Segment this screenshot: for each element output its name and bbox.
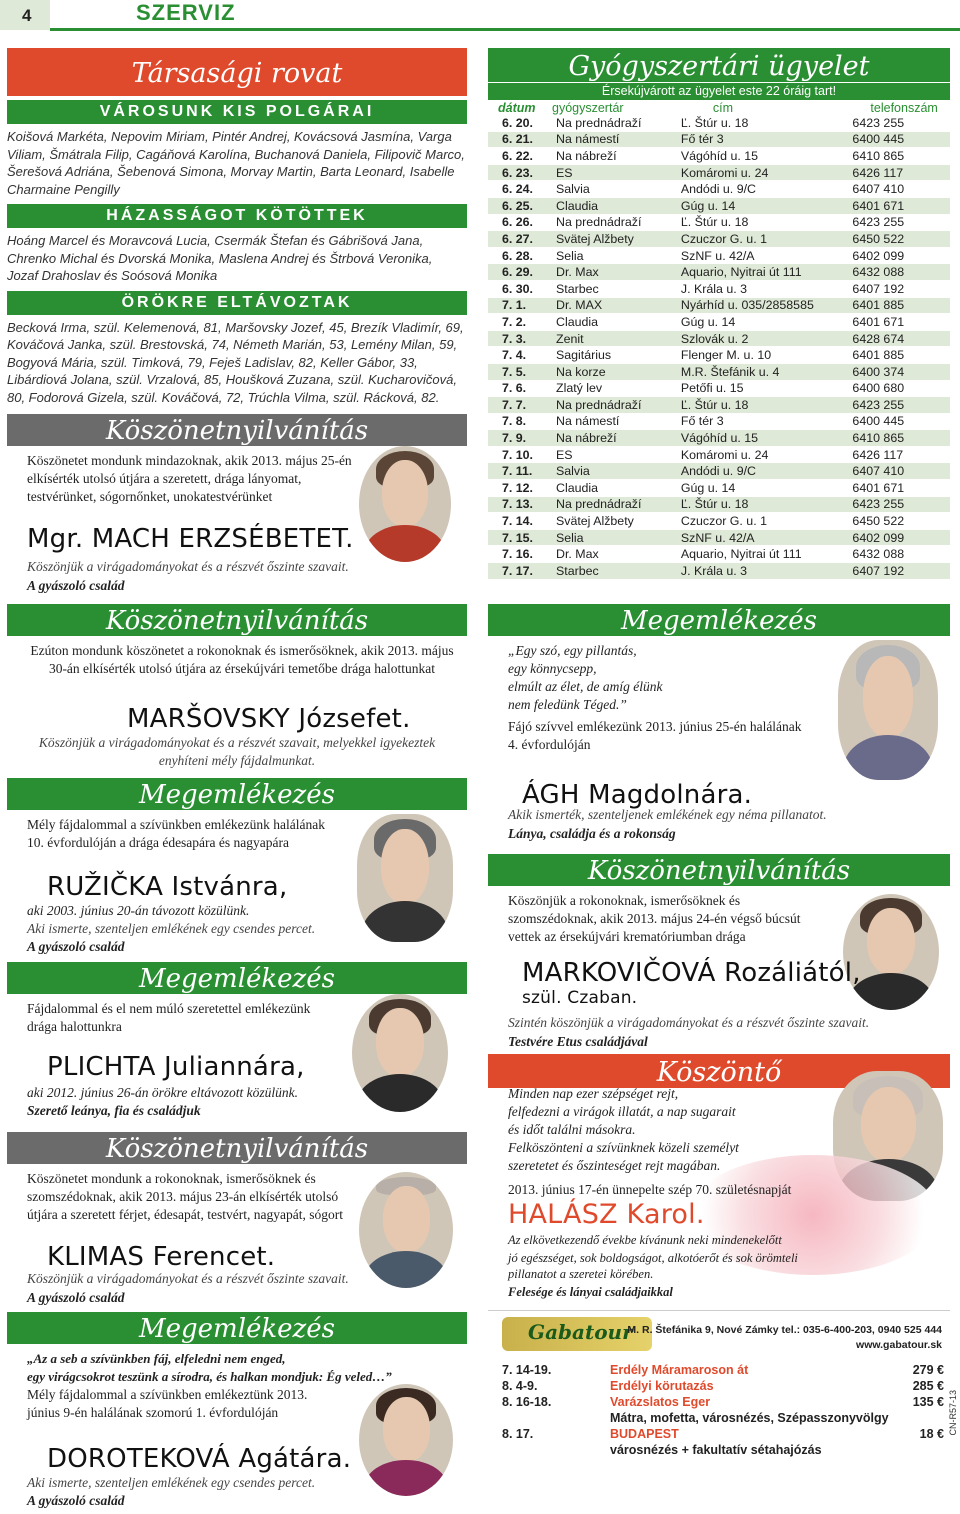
row-phone: 6400 374 xyxy=(832,363,950,380)
row-address: Szlovák u. 2 xyxy=(653,330,833,347)
trip-price: 135 € xyxy=(912,1395,944,1409)
notice-6-text: Mély fájdalommal a szívünkben emlékeztünk 2013. június 9-én halálának szomorú 1. évfordulóján xyxy=(27,1387,308,1420)
pharmacy-row xyxy=(488,297,950,314)
right-notice-1-q3: elmúlt az élet, de amíg élünk xyxy=(508,678,663,694)
pharmacy-row xyxy=(488,513,950,530)
row-date: 7. 10. xyxy=(488,446,542,463)
notice-1-title: Köszönetnyilvánítás xyxy=(7,414,467,446)
row-pharmacy: Na prednádraží xyxy=(542,397,653,414)
row-address: SzNF u. 42/A xyxy=(653,529,833,546)
greeting-text: 2013. június 17-én ünnepelte szép 70. születésnapját xyxy=(508,1182,792,1197)
row-phone: 6450 522 xyxy=(832,231,950,248)
row-address: Czuczor G. u. 1 xyxy=(653,513,833,530)
row-phone: 6423 255 xyxy=(832,214,950,231)
row-address: Andódi u. 9/C xyxy=(653,181,833,198)
pharmacy-row xyxy=(488,397,950,414)
gabatour-web[interactable]: www.gabatour.sk xyxy=(856,1339,942,1351)
social-column xyxy=(7,40,467,1514)
row-pharmacy: Dr. Max xyxy=(542,546,653,563)
header-rule xyxy=(50,28,960,31)
row-phone: 6401 885 xyxy=(832,347,950,364)
notice-5-sign: A gyászoló család xyxy=(27,1290,125,1305)
row-address: Petőfi u. 15 xyxy=(653,380,833,397)
trip-destination: BUDAPEST xyxy=(610,1427,679,1441)
row-phone: 6400 445 xyxy=(832,131,950,148)
trip-date: 8. 4-9. xyxy=(502,1379,538,1393)
notice-3-died: aki 2003. június 20-án távozott közülünk. xyxy=(27,903,250,918)
gabatour-address xyxy=(627,1323,942,1353)
notice-3-remember: Aki ismerte, szenteljen emlékének egy csendes percet. xyxy=(27,921,316,936)
row-date: 6. 30. xyxy=(488,280,542,297)
row-address: Gúg u. 14 xyxy=(653,314,833,331)
row-pharmacy: Na nábreží xyxy=(542,148,653,165)
row-phone: 6432 088 xyxy=(832,264,950,281)
row-pharmacy: Na nábreží xyxy=(542,430,653,447)
side-code: CN-R57-13 xyxy=(948,1390,958,1436)
pharmacy-row xyxy=(488,181,950,198)
row-phone: 6401 671 xyxy=(832,480,950,497)
pharmacy-row xyxy=(488,413,950,430)
trip-destination: Erdélyi körutazás xyxy=(610,1379,714,1393)
pharmacy-row xyxy=(488,446,950,463)
right-notice-2-text: Köszönjük a rokonoknak, ismerősöknek és szomszédoknak, akik 2013. május 24-én végső búcsút vettek az érsekújvári krematóriumban drága xyxy=(508,892,801,944)
right-column xyxy=(488,40,950,1088)
right-notice-1-remember: Akik ismerték, szenteljenek emlékének egy néma pillanatot. xyxy=(508,806,827,822)
row-pharmacy: Svätej Alžbety xyxy=(542,231,653,248)
trip-price: 18 € xyxy=(919,1427,944,1441)
row-phone: 6401 671 xyxy=(832,314,950,331)
row-pharmacy: Claudia xyxy=(542,314,653,331)
row-pharmacy: Zenit xyxy=(542,330,653,347)
trip-date: 7. 14-19. xyxy=(502,1363,552,1377)
notice-1-text: Köszönetet mondunk mindazoknak, akik 2013. május 25-én elkísérték utolsó útjára a szeretett, drága lányomat, testvérünket, sógornőnket, unokatestvérünket xyxy=(27,453,352,504)
row-address: Ľ. Štúr u. 18 xyxy=(653,115,833,131)
row-pharmacy: Salvia xyxy=(542,463,653,480)
row-date: 7. 9. xyxy=(488,430,542,447)
gabatour-address-line: M. R. Štefánika 9, Nové Zámky tel.: 035-6-400-203, 0940 525 444 xyxy=(627,1324,942,1336)
pharmacy-row xyxy=(488,546,950,563)
row-pharmacy: Zlatý lev xyxy=(542,380,653,397)
pharmacy-row xyxy=(488,115,950,131)
notice-6-remember: Aki ismerte, szenteljen emlékének egy csendes percet. xyxy=(27,1475,316,1490)
pharmacy-row xyxy=(488,264,950,281)
row-phone: 6402 099 xyxy=(832,247,950,264)
trip-date: 8. 16-18. xyxy=(502,1395,552,1409)
notice-5-thanks: Köszönjük a virágadományokat és a részvét őszinte szavait. xyxy=(27,1271,349,1286)
row-date: 6. 20. xyxy=(488,115,542,131)
pharmacy-row xyxy=(488,347,950,364)
notice-6-photo xyxy=(359,1384,453,1496)
page-header xyxy=(0,0,960,30)
page-number: 4 xyxy=(0,0,50,30)
right-notice-2-name2: szül. Czaban. xyxy=(522,987,638,1008)
row-pharmacy: Salvia xyxy=(542,181,653,198)
notice-6-quote-1: „Az a seb a szívünkben fáj, elfeledni nem enged, xyxy=(27,1351,286,1366)
row-pharmacy: Svätej Alžbety xyxy=(542,513,653,530)
right-notice-1-q2: egy könnycsepp, xyxy=(508,660,597,676)
row-address: SzNF u. 42/A xyxy=(653,247,833,264)
notice-2-name: MARŠOVSKY Józsefet. xyxy=(127,704,411,734)
greeting-l3: és időt találni másokra. xyxy=(508,1122,636,1137)
row-address: Aquario, Nyitrai út 111 xyxy=(653,546,833,563)
trip-date: 8. 17. xyxy=(502,1427,534,1441)
died-heading: ÖRÖKRE ELTÁVOZTAK xyxy=(7,291,467,315)
notice-3-sign: A gyászoló család xyxy=(27,939,125,954)
row-date: 6. 24. xyxy=(488,181,542,198)
notice-2-text: Ezúton mondunk köszönetet a rokonoknak és ismerősöknek, akik 2013. május 30-án elkísérték utolsó útjára az érsekújvári temetőbe drága halottunkat xyxy=(30,643,454,676)
trip-destination: városnézés + fakultatív sétahajózás xyxy=(610,1443,822,1457)
col-pharmacy: gyógyszertár xyxy=(552,100,624,115)
pharmacy-row xyxy=(488,380,950,397)
row-phone: 6400 445 xyxy=(832,413,950,430)
row-date: 6. 23. xyxy=(488,164,542,181)
row-pharmacy: Claudia xyxy=(542,197,653,214)
notice-6-sign: A gyászoló család xyxy=(27,1493,125,1508)
died-text: Becková Irma, szül. Kelemenová, 81, Maršovsky Jozef, 45, Brezík Vladimír, 69, Kováčová Janka, szül. Brestovská, 74, Németh Marián, 53, Lemény Milan, 59, Bogyová Mária, szül. Timková, 79, Feješ Ladislav, 82, Keller Gábor, 33, Libárdiová Jolana, szül. Vrzalová, 85, Houšková Zuzana, szül. Kucharovičová, 80, Fodorová Gizela, szül. Kováčová, 72, Trúchla Vilma, szül. Rácková, 82. xyxy=(7,319,464,405)
notice-6-name: DOROTEKOVÁ Agátára. xyxy=(47,1444,352,1474)
row-pharmacy: ES xyxy=(542,446,653,463)
greeting-wish-3: pillanatot a szeretei körében. xyxy=(508,1267,654,1281)
pharmacy-row xyxy=(488,496,950,513)
row-pharmacy: Dr. MAX xyxy=(542,297,653,314)
pharmacy-subtitle: Érsekújvárott az ügyelet este 22 óráig tart! xyxy=(488,83,950,100)
row-pharmacy: Selia xyxy=(542,247,653,264)
row-date: 7. 1. xyxy=(488,297,542,314)
notice-1-thanks: Köszönjük a virágadományokat és a részvét őszinte szavait. xyxy=(27,559,349,574)
pharmacy-row xyxy=(488,280,950,297)
notice-4-title: Megemlékezés xyxy=(7,962,467,994)
row-address: M.R. Štefánik u. 4 xyxy=(653,363,833,380)
row-phone: 6428 674 xyxy=(832,330,950,347)
notice-5-name: KLIMAS Ferencet. xyxy=(47,1242,276,1272)
row-address: Vágóhíd u. 15 xyxy=(653,430,833,447)
trip-destination: Erdély Máramaroson át xyxy=(610,1363,749,1377)
row-pharmacy: Sagitárius xyxy=(542,347,653,364)
right-notice-1-q4: nem feledünk Téged.” xyxy=(508,696,627,712)
notice-1-sign: A gyászoló család xyxy=(27,578,125,593)
pharmacy-row xyxy=(488,131,950,148)
row-phone: 6426 117 xyxy=(832,446,950,463)
notice-5-title: Köszönetnyilvánítás xyxy=(7,1132,467,1164)
row-phone: 6407 410 xyxy=(832,463,950,480)
right-notice-1 xyxy=(488,636,950,846)
pharmacy-table xyxy=(488,100,950,580)
row-pharmacy: Na prednádraží xyxy=(542,496,653,513)
col-address: cím xyxy=(712,100,734,115)
row-date: 7. 4. xyxy=(488,347,542,364)
trip-destination: Varázslatos Eger xyxy=(610,1395,711,1409)
pharmacy-row xyxy=(488,197,950,214)
notice-3-name: RUŽIČKA Istvánra, xyxy=(47,872,288,902)
pharmacy-row xyxy=(488,363,950,380)
right-notice-1-photo xyxy=(838,640,938,780)
notice-5 xyxy=(7,1164,467,1304)
row-address: Fő tér 3 xyxy=(653,131,833,148)
row-date: 6. 28. xyxy=(488,247,542,264)
row-date: 7. 13. xyxy=(488,496,542,513)
greeting-l4: Felköszönteni a szívünknek közeli személyt xyxy=(508,1140,739,1155)
row-date: 7. 17. xyxy=(488,563,542,580)
pharmacy-row xyxy=(488,314,950,331)
pharmacy-row xyxy=(488,214,950,231)
pharmacy-title: Gyógyszertári ügyelet xyxy=(488,48,950,82)
row-date: 7. 16. xyxy=(488,546,542,563)
row-phone: 6423 255 xyxy=(832,496,950,513)
pharmacy-row xyxy=(488,563,950,580)
born-text: Koišová Markéta, Nepovim Miriam, Pintér Andrej, Kovácsová Jasmína, Varga Viliam, Šmátrala Filip, Cagáňová Karolína, Buchanová Daniela, Filipovič Marco, Šerešová Adriána, Šebenová Simona, Morvay Martin, Barta Leonard, Isabelle Charmaine Pengilly xyxy=(7,129,465,197)
greeting-wish-2: jó egészséget, sok boldogságot, alkotóerőt és sok örömteli xyxy=(508,1251,798,1265)
notice-6 xyxy=(7,1344,467,1514)
notice-6-quote-2: egy virágcsokrot teszünk a sírodra, és halkan mondjuk: Ég veled…” xyxy=(27,1369,392,1384)
notice-1 xyxy=(7,446,467,594)
row-date: 6. 21. xyxy=(488,131,542,148)
right-notice-1-q1: „Egy szó, egy pillantás, xyxy=(508,642,637,658)
married-heading: HÁZASSÁGOT KÖTÖTTEK xyxy=(7,204,467,228)
trip-destination: Mátra, mofetta, városnézés, Szépasszonyvölgy xyxy=(610,1411,889,1425)
row-date: 7. 12. xyxy=(488,480,542,497)
row-pharmacy: Selia xyxy=(542,529,653,546)
pharmacy-row xyxy=(488,529,950,546)
row-phone: 6450 522 xyxy=(832,513,950,530)
greeting-block xyxy=(488,1065,950,1265)
row-address: Czuczor G. u. 1 xyxy=(653,231,833,248)
gabatour-ad xyxy=(488,1310,950,1456)
notice-3-photo xyxy=(357,814,453,942)
notice-4-photo xyxy=(352,994,448,1112)
notice-5-photo xyxy=(359,1172,453,1288)
row-address: Komáromi u. 24 xyxy=(653,164,833,181)
row-pharmacy: Na námestí xyxy=(542,413,653,430)
row-address: Gúg u. 14 xyxy=(653,197,833,214)
row-address: Andódi u. 9/C xyxy=(653,463,833,480)
row-address: J. Krála u. 3 xyxy=(653,280,833,297)
row-pharmacy: ES xyxy=(542,164,653,181)
row-address: J. Krála u. 3 xyxy=(653,563,833,580)
notice-4-text: Fájdalommal és el nem múló szeretettel emlékezünk drága halottunkra xyxy=(27,1001,311,1034)
row-date: 7. 6. xyxy=(488,380,542,397)
row-date: 6. 22. xyxy=(488,148,542,165)
row-phone: 6407 192 xyxy=(832,280,950,297)
right-notice-2-thanks: Szintén köszönjük a virágadományokat és a részvét őszinte szavait. xyxy=(508,1014,870,1030)
right-notice-2-photo xyxy=(843,894,939,1010)
notice-3 xyxy=(7,810,467,954)
greeting-l1: Minden nap ezer szépséget rejt, xyxy=(508,1086,679,1101)
row-phone: 6410 865 xyxy=(832,430,950,447)
pharmacy-row xyxy=(488,148,950,165)
pharmacy-row xyxy=(488,231,950,248)
row-address: Flenger M. u. 10 xyxy=(653,347,833,364)
notice-6-title: Megemlékezés xyxy=(7,1312,467,1344)
right-notice-1-title: Megemlékezés xyxy=(488,604,950,636)
row-date: 6. 26. xyxy=(488,214,542,231)
married-text: Hoáng Marcel és Moravcová Lucia, Csermák Štefan és Gábrišová Jana, Chrenko Michal és Dvorská Monika, Maslena Andrej és Štrbová Veronika, Jozaf Drahoslav és Soósová Monika xyxy=(7,233,433,283)
row-pharmacy: Na námestí xyxy=(542,131,653,148)
notice-4 xyxy=(7,994,467,1124)
row-address: Vágóhíd u. 15 xyxy=(653,148,833,165)
gabatour-logo: Gabatour xyxy=(502,1317,652,1351)
row-pharmacy: Na prednádraží xyxy=(542,214,653,231)
row-pharmacy: Claudia xyxy=(542,480,653,497)
trip-price: 279 € xyxy=(912,1363,944,1377)
greeting-wish-1: Az elkövetkezendő évekbe kívánunk neki mindenekelőtt xyxy=(508,1233,782,1247)
born-heading: VÁROSUNK KIS POLGÁRAI xyxy=(7,100,467,124)
row-pharmacy: Na prednádraží xyxy=(542,115,653,131)
right-notice-2 xyxy=(488,886,950,1054)
right-notice-1-name: ÁGH Magdolnára. xyxy=(522,779,753,810)
row-address: Aquario, Nyitrai út 111 xyxy=(653,264,833,281)
notice-3-title: Megemlékezés xyxy=(7,778,467,810)
notice-3-text: Mély fájdalommal a szívünkben emlékezünk halálának 10. évfordulóján a drága édesapára és nagyapára xyxy=(27,817,326,850)
row-pharmacy: Starbec xyxy=(542,563,653,580)
notice-2-thanks: Köszönjük a virágadományokat és a részvét szavait, melyekkel igyekeztek enyhíteni mély fájdalmunkat. xyxy=(38,735,436,768)
right-notice-2-name: MARKOVIČOVÁ Rozáliától, xyxy=(522,957,861,988)
row-phone: 6432 088 xyxy=(832,546,950,563)
pharmacy-row xyxy=(488,164,950,181)
row-date: 6. 27. xyxy=(488,231,542,248)
row-phone: 6423 255 xyxy=(832,115,950,131)
trip-price: 285 € xyxy=(912,1379,944,1393)
row-date: 7. 14. xyxy=(488,513,542,530)
notice-4-name: PLICHTA Juliannára, xyxy=(47,1052,305,1082)
row-address: Komáromi u. 24 xyxy=(653,446,833,463)
row-date: 6. 29. xyxy=(488,264,542,281)
right-notice-2-sign: Testvére Etus családjával xyxy=(508,1033,648,1049)
right-notice-1-text: Fájó szívvel emlékezünk 2013. június 25-én halálának 4. évfordulóján xyxy=(508,718,802,752)
pharmacy-row xyxy=(488,463,950,480)
row-address: Ľ. Štúr u. 18 xyxy=(653,214,833,231)
row-address: Nyárhíd u. 035/2858585 xyxy=(653,297,833,314)
notice-5-text: Köszönetet mondunk a rokonoknak, ismerősöknek és szomszédoknak, akik 2013. május 23-án elkísérték utolsó útjára a szeretett férjet, édesapát, testvért, nagyapát, sógort xyxy=(27,1171,343,1222)
row-address: Ľ. Štúr u. 18 xyxy=(653,397,833,414)
row-address: Fő tér 3 xyxy=(653,413,833,430)
notice-4-sign: Szerető leánya, fia és családjuk xyxy=(27,1103,201,1118)
notice-1-photo xyxy=(359,446,451,562)
notice-1-name: Mgr. MACH ERZSÉBETET. xyxy=(27,524,354,554)
row-phone: 6423 255 xyxy=(832,397,950,414)
col-date: dátum xyxy=(498,100,536,115)
notice-2 xyxy=(7,636,467,770)
notice-4-died: aki 2012. június 26-án örökre eltávozott közülünk. xyxy=(27,1085,298,1100)
row-date: 7. 8. xyxy=(488,413,542,430)
row-phone: 6402 099 xyxy=(832,529,950,546)
row-address: Ľ. Štúr u. 18 xyxy=(653,496,833,513)
notice-2-title: Köszönetnyilvánítás xyxy=(7,604,467,636)
row-date: 7. 3. xyxy=(488,330,542,347)
row-phone: 6410 865 xyxy=(832,148,950,165)
greeting-sign: Felesége és lányai családjaikkal xyxy=(508,1285,673,1299)
row-date: 6. 25. xyxy=(488,197,542,214)
row-date: 7. 15. xyxy=(488,529,542,546)
pharmacy-row xyxy=(488,247,950,264)
row-pharmacy: Starbec xyxy=(542,280,653,297)
right-notice-3-title: Köszöntő xyxy=(488,1054,950,1088)
row-phone: 6401 885 xyxy=(832,297,950,314)
row-phone: 6407 410 xyxy=(832,181,950,198)
right-notice-1-sign: Lánya, családja és a rokonság xyxy=(508,825,676,841)
row-phone: 6400 680 xyxy=(832,380,950,397)
greeting-l5: szeretetet és őszinteséget rejt magában. xyxy=(508,1158,721,1173)
greeting-l2: felfedezni a virágok illatát, a nap sugarait xyxy=(508,1104,736,1119)
row-date: 7. 2. xyxy=(488,314,542,331)
right-notice-2-title: Köszönetnyilvánítás xyxy=(488,854,950,886)
row-date: 7. 7. xyxy=(488,397,542,414)
greeting-name: HALÁSZ Karol. xyxy=(508,1199,705,1230)
row-pharmacy: Na korze xyxy=(542,363,653,380)
pharmacy-row xyxy=(488,430,950,447)
row-date: 7. 11. xyxy=(488,463,542,480)
row-phone: 6407 192 xyxy=(832,563,950,580)
row-phone: 6401 671 xyxy=(832,197,950,214)
pharmacy-row xyxy=(488,330,950,347)
section-title: SZERVIZ xyxy=(136,0,236,25)
row-phone: 6426 117 xyxy=(832,164,950,181)
col-phone: telefonszám xyxy=(870,100,938,115)
row-address: Gúg u. 14 xyxy=(653,480,833,497)
row-pharmacy: Dr. Max xyxy=(542,264,653,281)
pharmacy-row xyxy=(488,480,950,497)
social-banner: Társasági rovat xyxy=(7,48,467,96)
row-date: 7. 5. xyxy=(488,363,542,380)
